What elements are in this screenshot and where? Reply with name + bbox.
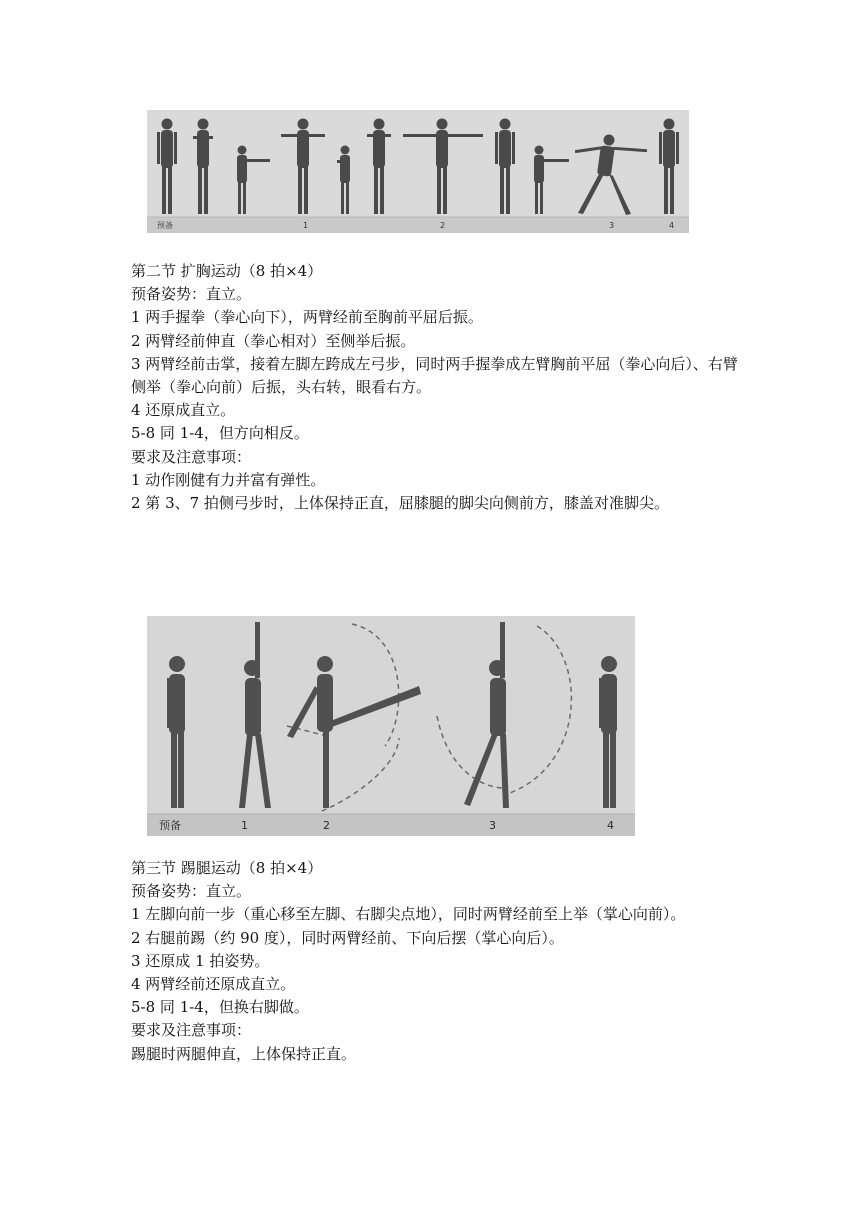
- section2-note-1: 1 动作刚健有力并富有弹性。: [131, 470, 326, 489]
- section2-note-2: 2 第 3、7 拍侧弓步时，上体保持正直，屈膝腿的脚尖向侧前方，膝盖对准脚尖。: [131, 494, 669, 513]
- section2-notes-title: 要求及注意事项：: [131, 447, 252, 466]
- photo-label-4: 4: [607, 819, 614, 832]
- chest-expansion-figures: [147, 110, 689, 233]
- leg-kick-figures: [147, 616, 635, 836]
- section2-text: [131, 260, 741, 515]
- section3-notes-title: 要求及注意事项：: [131, 1021, 252, 1040]
- photo-label-4: 4: [669, 221, 675, 230]
- photo-label-1: 1: [303, 221, 309, 230]
- section3-step-2: 2 右腿前踢（约 90 度），同时两臂经前、下向后摆（掌心向后）。: [131, 928, 564, 947]
- section3-step-3: 3 还原成 1 拍姿势。: [131, 951, 270, 970]
- chest-expansion-photo: [147, 110, 689, 233]
- section2-step-5-8: 5-8 同 1-4，但方向相反。: [131, 424, 309, 443]
- section3-step-1: 1 左脚向前一步（重心移至左脚、右脚尖点地），同时两臂经前至上举（掌心向前）。: [131, 905, 686, 924]
- section3-text: [131, 857, 741, 1066]
- photo-label-3: 3: [609, 221, 615, 230]
- photo-label-1: 1: [241, 819, 248, 832]
- photo-label-ready: 预备: [157, 221, 173, 230]
- section2-step-4: 4 还原成直立。: [131, 401, 236, 420]
- section3-step-4: 4 两臂经前还原成直立。: [131, 975, 296, 994]
- photo-label-3: 3: [489, 819, 496, 832]
- section2-title: 第二节 扩胸运动（8 拍×4）: [131, 262, 323, 280]
- section3-step-5-8: 5-8 同 1-4，但换右脚做。: [131, 998, 309, 1017]
- section2-step-3: 3 两臂经前击掌，接着左脚左跨成左弓步，同时两手握拳成左臂胸前平屈（拳心向后）、右臂侧举（拳心向前）后振，头右转，眼看右方。: [131, 354, 738, 397]
- section2-step-2: 2 两臂经前伸直（拳心相对）至侧举后振。: [131, 331, 416, 350]
- section2-ready-posture: 预备姿势：直立。: [131, 285, 252, 304]
- section3-note-1: 踢腿时两腿伸直，上体保持正直。: [131, 1044, 357, 1063]
- section2-step-1: 1 两手握拳（拳心向下），两臂经前至胸前平屈后振。: [131, 308, 483, 327]
- photo-label-2: 2: [440, 221, 446, 230]
- leg-kick-photo: [147, 616, 635, 836]
- photo-label-ready: 预备: [159, 819, 181, 832]
- section3-title: 第三节 踢腿运动（8 拍×4）: [131, 859, 323, 877]
- photo-label-2: 2: [323, 819, 330, 832]
- section3-ready-posture: 预备姿势：直立。: [131, 882, 252, 901]
